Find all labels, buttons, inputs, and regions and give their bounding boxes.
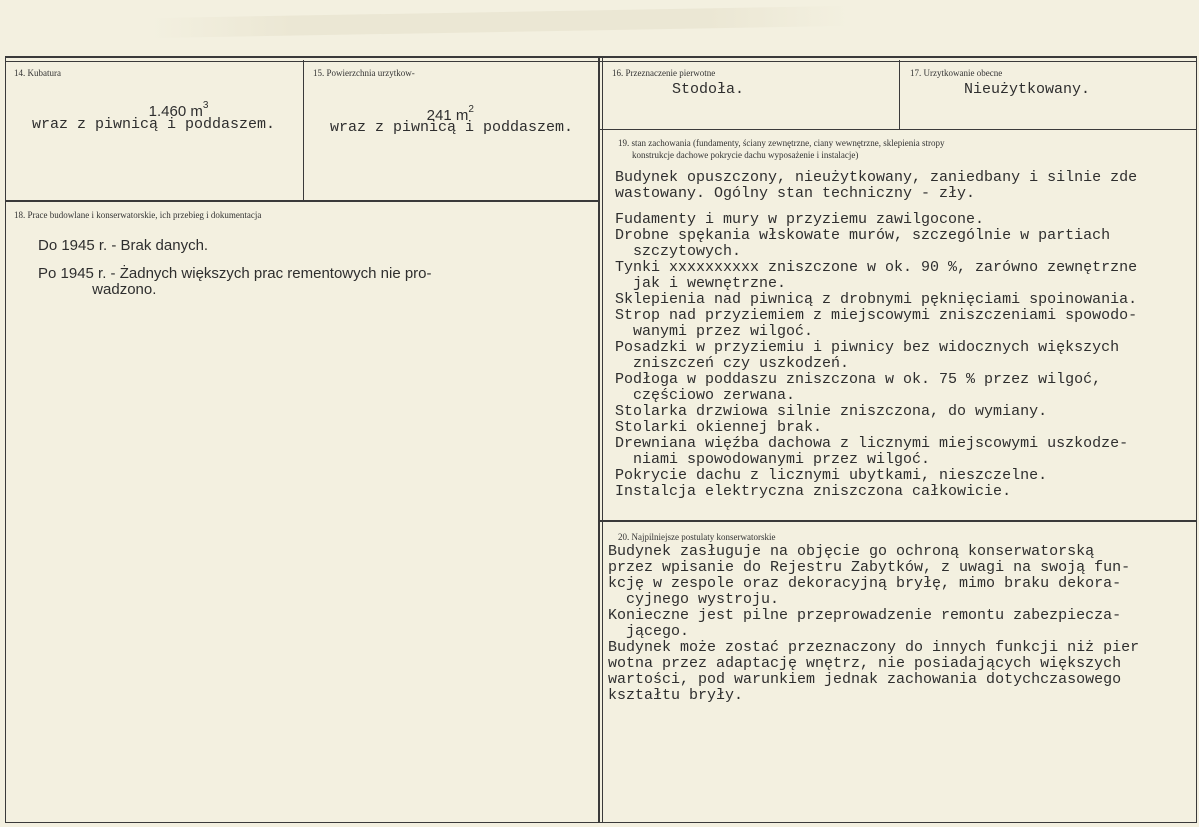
field-19-p2-line: Stolarka drzwiowa silnie zniszczona, do wymiany.	[615, 403, 1048, 420]
field-19-label-cont: konstrukcje dachowe pokrycie dachu wyposażenie i instalacje)	[632, 150, 859, 160]
bottom-rule	[5, 822, 1197, 823]
field-18-label: 18. Prace budowlane i konserwatorskie, ich przebieg i dokumentacja	[14, 210, 262, 220]
field-19-p2-line: Sklepienia nad piwnicą z drobnymi pęknięciami spoinowania.	[615, 291, 1138, 308]
field-19-p2-line: szczytowych.	[615, 243, 742, 260]
field-19-label: 19. stan zachowania (fundamenty, ściany zewnętrzne, ciany wewnętrzne, sklepienia stropy	[618, 138, 945, 148]
field-15-label: 15. Powierzchnia urzytkow-	[313, 68, 415, 78]
field-19-p2-line: Stolarki okiennej brak.	[615, 419, 823, 436]
field-19-p2-line: Instalcja elektryczna zniszczona całkowicie.	[615, 483, 1012, 500]
field-19-p2-line: Drobne spękania włskowate murów, szczególnie w partiach	[615, 227, 1111, 244]
field-20-line: Budynek zasługuje na objęcie go ochroną konserwatorską	[608, 543, 1095, 560]
field-20-line: Budynek może zostać przeznaczony do innych funkcji niż pier	[608, 639, 1140, 656]
field-14-amount: 1.460 m	[148, 103, 203, 120]
field-20-line: kształtu bryły.	[608, 687, 744, 704]
field-20-text	[608, 544, 1139, 704]
field-19-p1-line: Budynek opuszczony, nieużytkowany, zaniedbany i silnie zde	[615, 169, 1138, 186]
field-19-p2-line: Posadzki w przyziemiu i piwnicy bez widocznych większych	[615, 339, 1120, 356]
field-19-p2-line: częściowo zerwana.	[615, 387, 796, 404]
field-18-line-2: Po 1945 r. - Żadnych większych prac rementowych nie pro-	[38, 265, 432, 282]
field-16-label: 16. Przeznaczenie pierwotne	[612, 68, 716, 78]
field-19-p1-line: wastowany. Ogólny stan techniczny - zły.	[615, 185, 976, 202]
field-19-p2-line: Pokrycie dachu z licznymi ubytkami, nieszczelne.	[615, 467, 1048, 484]
field-16-value: Stodoła.	[672, 81, 745, 98]
field-19-p2-line: Podłoga w poddaszu zniszczona w ok. 75 % przez wilgoć,	[615, 371, 1102, 388]
center-divider-2	[602, 58, 603, 823]
field-19-paragraph-1	[615, 170, 1137, 202]
field-14-note: wraz z piwnicą i poddaszem.	[32, 116, 276, 133]
field-19-p2-line: zniszczeń czy uszkodzeń.	[615, 355, 850, 372]
field-20-line: wotna przez adaptację wnętrz, nie posiadających większych	[608, 655, 1122, 672]
field-17-value: Nieużytkowany.	[964, 81, 1091, 98]
field-19-p2-line: niami spowodowanymi przez wilgoć.	[615, 451, 931, 468]
field-19-p2-line: Tynki xxxxxxxxxx zniszczone w ok. 90 %, zarówno zewnętrzne	[615, 259, 1138, 276]
field-20-line: Konieczne jest pilne przeprowadzenie remontu zabezpiecza-	[608, 607, 1122, 624]
field-20-line: jącego.	[608, 623, 690, 640]
field-18-line-1: Do 1945 r. - Brak danych.	[38, 237, 209, 254]
field-15-note: wraz z piwnicą i poddaszem.	[330, 119, 574, 136]
field-19-p2-line: wanymi przez wilgoć.	[615, 323, 814, 340]
field-20-line: kcję w zespole oraz dekoracyjną bryłę, mimo braku dekora-	[608, 575, 1122, 592]
field-14-label: 14. Kubatura	[14, 68, 61, 78]
field-20-line: przez wpisanie do Rejestru Zabytków, z uwagi na swoją fun-	[608, 559, 1131, 576]
field-19-p2-line: jak i wewnętrzne.	[615, 275, 787, 292]
field-20-label: 20. Najpilniejsze postulaty konserwatorskie	[618, 532, 776, 542]
field-20-line: cyjnego wystroju.	[608, 591, 780, 608]
field-18-line-3: wadzono.	[38, 281, 157, 298]
center-divider	[598, 58, 600, 823]
rule-above-20	[600, 520, 1197, 522]
field-14-unit-exponent: 3	[202, 100, 209, 111]
field-17-label: 17. Urzytkowanie obecne	[910, 68, 1003, 78]
field-15-unit-exponent: 2	[468, 104, 474, 115]
top-double-rule	[5, 56, 1197, 58]
divider-16-17	[899, 60, 900, 130]
field-20-line: wartości, pod warunkiem jednak zachowania dotychczasowego	[608, 671, 1122, 688]
right-border	[1196, 56, 1197, 823]
field-19-p2-line: Drewniana więźba dachowa z licznymi miejscowymi uszkodze-	[615, 435, 1129, 452]
field-15-amount: 241 m	[426, 107, 469, 124]
field-19-paragraph-2	[615, 212, 1137, 500]
left-border	[5, 56, 6, 823]
field-19-p2-line: Strop nad przyziemiem z miejscowymi zniszczeniami spowodo-	[615, 307, 1138, 324]
field-19-p2-line: Fudamenty i mury w przyziemu zawilgocone.	[615, 211, 985, 228]
top-double-rule-2	[5, 61, 1197, 62]
divider-14-15	[303, 60, 304, 200]
rule-below-14-15	[5, 200, 599, 202]
bleed-through-text	[150, 6, 850, 38]
